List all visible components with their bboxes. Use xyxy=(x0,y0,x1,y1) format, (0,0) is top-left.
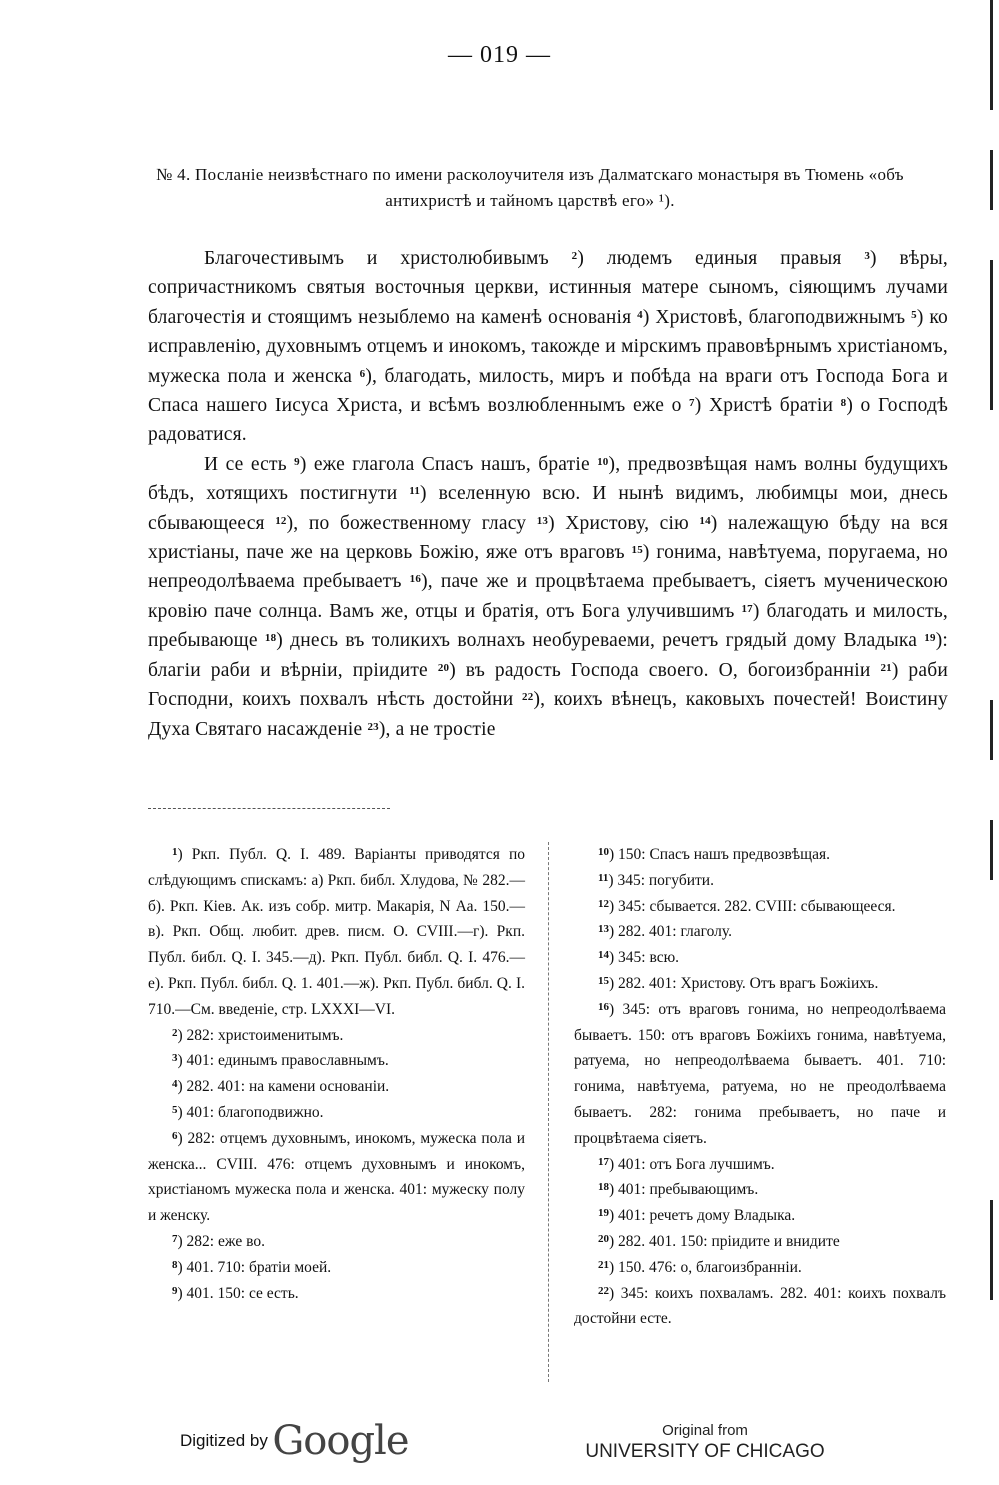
footnote-number: 4 xyxy=(172,1078,178,1091)
note-ref: 16 xyxy=(409,573,422,586)
footnote-text: ) 401. 710: братіи моей. xyxy=(177,1258,332,1276)
footnote xyxy=(148,1281,525,1307)
footnote-number: 10 xyxy=(598,846,609,858)
note-ref: 4 xyxy=(637,308,643,321)
footnote xyxy=(574,971,946,997)
scan-edge-line xyxy=(990,1200,993,1300)
footnote-text: ) 401: единымъ православнымъ. xyxy=(177,1052,389,1070)
footnote-text: ) 401: благоподвижно. xyxy=(177,1103,324,1121)
footnote-number: 17 xyxy=(598,1155,609,1168)
text-span: ) днесь въ толикихъ волнахъ необуреваеми, речетъ грядый дому Владыка xyxy=(276,630,925,652)
footnote xyxy=(148,1074,525,1100)
paragraph-1 xyxy=(148,244,948,450)
text-span: ), коихъ вѣнецъ, каковыхъ почестей! Воистину Духа Святаго насажденіе xyxy=(148,689,948,740)
footnote-number: 20 xyxy=(598,1232,609,1245)
text-span: ), благодать, милость, миръ и побѣда на враги отъ Господа Бога и Спаса нашего Іисуса Христа, и всѣмъ возлюбленнымъ еже о xyxy=(148,365,948,417)
note-ref: 3 xyxy=(864,250,871,262)
footnote xyxy=(574,1203,946,1229)
note-ref: 18 xyxy=(264,632,277,645)
note-ref: 8 xyxy=(840,397,847,410)
footnote-text: ) 345: сбывается. 282. CVIII: сбывающееся. xyxy=(609,897,896,915)
text-span: Благочестивымъ и христолюбивымъ xyxy=(204,248,572,269)
scan-edge-line xyxy=(990,260,993,410)
footnote-number: 16 xyxy=(598,1000,609,1013)
text-span: ), по божественному гласу xyxy=(286,512,537,534)
note-ref: 21 xyxy=(880,661,892,674)
footnote xyxy=(574,842,946,868)
footnote-text: ) 150. 476: о, благоизбранніи. xyxy=(609,1258,802,1276)
footnote-text: ) 282: отцемъ духовнымъ, инокомъ, мужеска пола и женска... CVIII. 476: отцемъ духовнымъ и инокомъ, христіаномъ мужеска пола и женска. 401: мужеску полу и женску. xyxy=(148,1129,525,1225)
note-ref: 7 xyxy=(689,397,695,410)
footnote xyxy=(574,945,946,971)
footnotes-left-column xyxy=(148,842,525,1306)
text-span: ) вѣры, сопричастникомъ святыя восточныя церкви, истинныя матере сыномъ, сіяющимъ лучами благочестія и стоящимъ незыблемо на каменѣ основанія xyxy=(148,248,948,328)
digitized-by-label: Digitized by xyxy=(180,1431,268,1450)
footnote-number: 19 xyxy=(598,1207,609,1220)
paragraph-2 xyxy=(148,450,948,744)
footnote-number: 21 xyxy=(598,1258,609,1271)
document-title: № 4. Посланіе неизвѣстнаго по имени расколоучителя изъ Далматскаго монастыря въ Тюмень «объ антихристѣ и тайномъ царствѣ его» ¹). xyxy=(156,165,904,210)
footnote-text: ) 282. 401: Христову. Отъ врагъ Божіихъ. xyxy=(609,974,879,992)
footnote xyxy=(574,868,946,894)
scan-edge-line xyxy=(990,150,993,210)
footnote-number: 22 xyxy=(598,1284,609,1297)
note-ref: 17 xyxy=(741,602,753,615)
original-from-watermark xyxy=(580,1422,830,1463)
footnote-number: 12 xyxy=(598,897,609,910)
footnote-column-divider xyxy=(548,842,549,1382)
text-span: ) ко исправленію, духовнымъ отцемъ и инокомъ, такожде и мірскимъ правовѣрнымъ христіаномъ, мужеска пола и женска xyxy=(148,306,948,387)
footnote xyxy=(148,1126,525,1229)
note-ref: 12 xyxy=(275,514,287,527)
footnote-text: ) 282: еже во. xyxy=(177,1232,265,1250)
footnote xyxy=(148,842,525,1023)
text-span: ) въ радость Господа своего. О, богоизбраннiи xyxy=(449,659,881,681)
footnote-text: ) 401: речетъ дому Владыка. xyxy=(609,1207,796,1225)
footnote-number: 8 xyxy=(172,1258,178,1271)
note-ref: 15 xyxy=(631,544,643,557)
note-ref: 10 xyxy=(597,455,609,468)
note-ref: 22 xyxy=(522,691,534,704)
text-span: ): благіи раби и вѣрніи, пріидите xyxy=(148,630,948,681)
text-span: ) належащую бѣду на вся христіаны, паче же на церковь Божію, яже отъ враговъ xyxy=(148,512,948,564)
footnote-text: ) 282: христоименитымъ. xyxy=(177,1026,344,1044)
text-span: ), а не тростіе xyxy=(378,718,496,740)
footnote-number: 7 xyxy=(172,1232,178,1245)
footnote-rule xyxy=(148,808,390,809)
text-span: ), предвозвѣщая намъ волны будущихъ бѣдъ, хотящихъ постигнути xyxy=(148,453,948,505)
footnote-text: ) 345: отъ враговъ гонима, но непреодолѣваема бываетъ. 150: отъ враговъ Божіихъ гонима, навѣтуема, ратуема, но непреодолѣваема бываетъ. 401. 710: гонима, навѣтуема, ратуема, но не преодолѣваема бываетъ. 282: гонима пребываетъ, но паче и процвѣтаема сіяетъ. xyxy=(574,1000,946,1147)
footnote-number: 1 xyxy=(172,846,178,858)
footnote-text: ) 150: Спасъ нашъ предвозвѣщая. xyxy=(609,846,830,863)
text-span: ) Христовѣ, благоподвижнымъ xyxy=(642,306,912,328)
university-label: UNIVERSITY OF CHICAGO xyxy=(585,1441,825,1462)
footnote xyxy=(148,1229,525,1255)
text-span: ) о Господѣ радоватися. xyxy=(148,395,948,446)
text-span: ), паче же и процвѣтаема пребываетъ, сіяетъ мученическою кровію паче солнца. Вамъ же, отцы и братія, отъ Бога улучившимъ xyxy=(148,571,949,622)
text-span: ) вселенную всю. И нынѣ видимъ, любимцы мои, днесь сбывающееся xyxy=(148,483,948,534)
scan-edge-line xyxy=(990,820,993,880)
footnote-number: 9 xyxy=(172,1284,178,1297)
note-ref: 20 xyxy=(437,661,450,674)
original-from-label: Original from xyxy=(662,1422,748,1439)
footnote-text: ) 345: всю. xyxy=(609,949,680,967)
footnote-text: ) 401: пребывающимъ. xyxy=(609,1181,759,1199)
footnote xyxy=(574,1177,946,1203)
footnote-number: 6 xyxy=(172,1129,178,1142)
footnote-text: ) 282. 401. 150: пріидите и внидите xyxy=(609,1232,840,1250)
note-ref: 6 xyxy=(359,367,366,380)
body-text xyxy=(148,244,948,744)
text-span: И се есть xyxy=(204,453,295,475)
text-span: ) Христѣ братіи xyxy=(694,395,841,417)
footnote xyxy=(574,919,946,945)
text-span: ) Христову, сію xyxy=(548,512,700,534)
footnote xyxy=(574,1255,946,1281)
note-ref: 2 xyxy=(571,250,578,262)
scan-edge-line xyxy=(990,700,993,760)
footnote xyxy=(148,1100,525,1126)
note-ref: 13 xyxy=(536,514,549,527)
footnote xyxy=(148,1023,525,1049)
footnote xyxy=(574,997,946,1152)
page-number: — 019 — xyxy=(448,42,551,68)
google-logo: Google xyxy=(272,1418,409,1464)
digitized-by-watermark xyxy=(180,1418,409,1464)
footnote-number: 18 xyxy=(598,1181,609,1194)
text-span: ) благодать и милость, пребывающе xyxy=(148,600,948,652)
note-ref: 9 xyxy=(294,455,300,468)
text-span: ) гонима, навѣтуема, поругаема, но непреодолѣваема пребываетъ xyxy=(148,542,948,593)
footnote xyxy=(148,1048,525,1074)
footnote-number: 15 xyxy=(598,974,609,987)
footnote xyxy=(574,1152,946,1178)
note-ref: 23 xyxy=(367,720,379,733)
note-ref: 19 xyxy=(924,632,936,645)
footnote xyxy=(148,1255,525,1281)
footnote-text: ) 282. 401: на камени основаніи. xyxy=(177,1078,390,1096)
footnote-text: ) 345: погубити. xyxy=(608,871,714,889)
footnote-text: ) 282. 401: глаголу. xyxy=(609,923,732,941)
footnotes-right-column xyxy=(574,842,946,1332)
footnote-number: 3 xyxy=(172,1052,178,1065)
scan-edge-line xyxy=(990,0,993,110)
footnote-number: 2 xyxy=(172,1026,178,1039)
footnote xyxy=(574,894,946,920)
footnote-text: ) 401: отъ Бога лучшимъ. xyxy=(609,1155,775,1173)
footnote xyxy=(574,1229,946,1255)
note-ref: 11 xyxy=(409,485,421,498)
footnote-number: 13 xyxy=(598,923,609,936)
text-span: ) раби Господни, коихъ похвалъ нѣсть достойни xyxy=(148,659,948,711)
footnote-number: 11 xyxy=(598,871,609,884)
footnote-text: ) 401. 150: се есть. xyxy=(177,1284,299,1302)
footnote-number: 5 xyxy=(172,1103,178,1116)
footnote xyxy=(574,1281,946,1333)
text-span: ) людемъ единыя правыя xyxy=(577,248,865,269)
footnote-number: 14 xyxy=(598,949,609,962)
text-span: ) еже глагола Спасъ нашъ, братіе xyxy=(299,453,598,475)
footnote-text: ) Ркп. Публ. Q. I. 489. Варіанты приводятся по слѣдующимъ спискамъ: а) Ркп. библ. Хлудова, № 282.—б). Ркп. Кіев. Ак. изъ собр. митр. Макарія, N Аа. 150.—в). Ркп. Общ. любит. древ. писм. О. CVIII.—г). Ркп. Публ. библ. Q. I. 345.—д). Ркп. Публ. библ. Q. I. 476.—е). Ркп. Публ. библ. Q. 1. 401.—ж). Ркп. Публ. библ. Q. I. 710.—См. введеніе, стр. LXXXI—VI. xyxy=(148,846,525,1018)
note-ref: 14 xyxy=(699,514,711,527)
footnote-text: ) 345: коихъ похваламъ. 282. 401: коихъ похвалъ достойни есте. xyxy=(574,1284,946,1328)
note-ref: 5 xyxy=(911,308,917,321)
